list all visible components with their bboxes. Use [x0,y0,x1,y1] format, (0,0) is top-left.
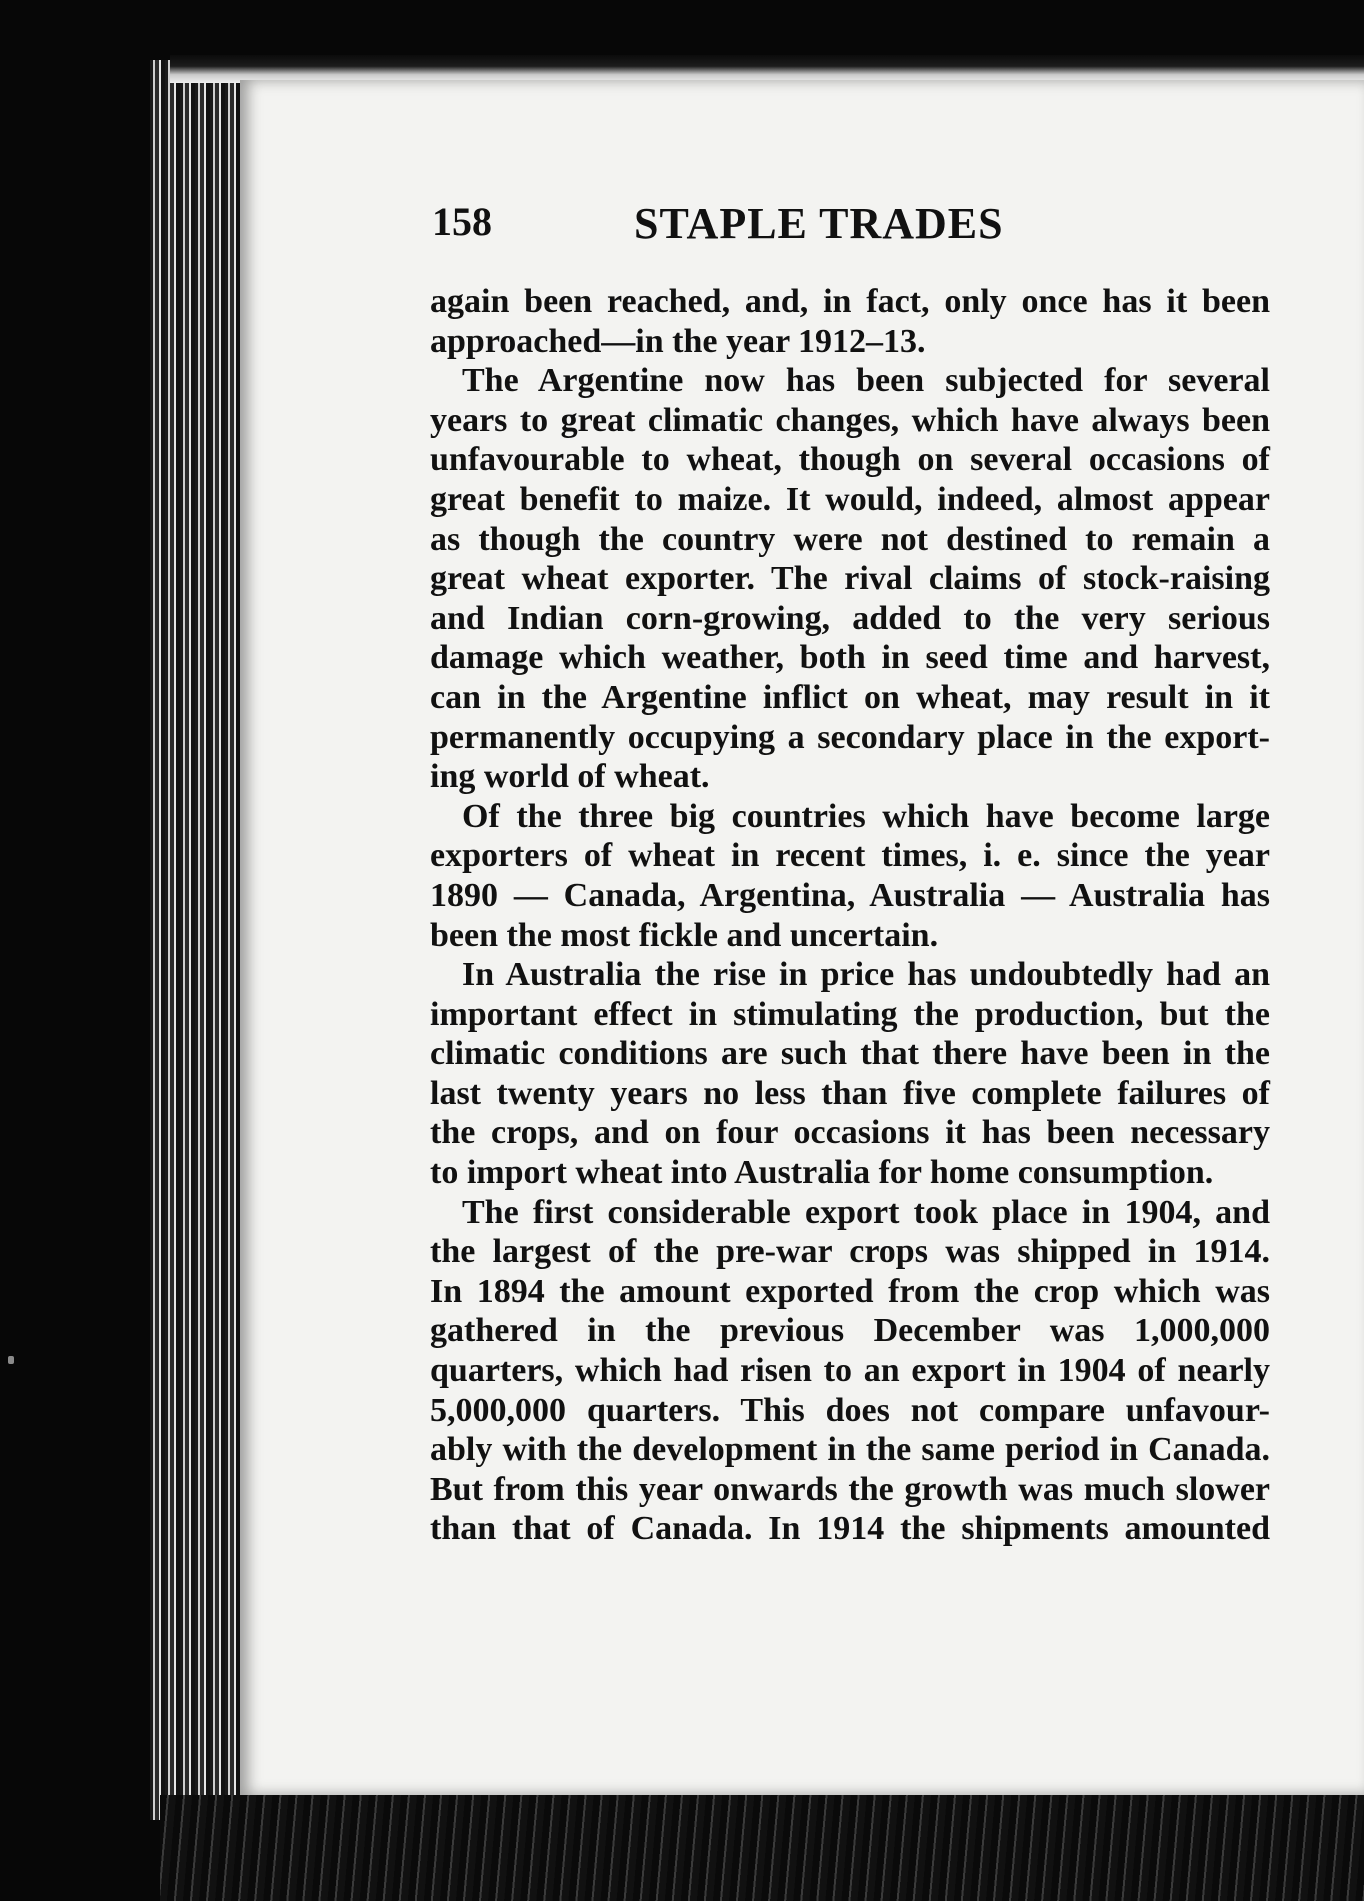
text-line: as though the country were not destined to remain a [430,520,1270,558]
text-line: great benefit to maize. It would, indeed, almost appear [430,480,1270,518]
book-page-edges [150,60,250,1820]
text-line: gathered in the previous December was 1,000,000 [430,1312,1270,1350]
text-line: been the most fickle and uncertain. [430,916,939,954]
text-line: permanently occupying a secondary place in the export- [430,718,1270,756]
text-line: can in the Argentine inflict on wheat, may result in it [430,678,1270,716]
text-line: The Argentine now has been subjected for several [462,362,1270,400]
text-line: ably with the development in the same period in Canada. [430,1431,1270,1469]
text-line: In 1894 the amount exported from the crop which was [430,1272,1270,1310]
body-text [430,282,1270,1549]
text-line: last twenty years no less than five complete failures of [430,1074,1270,1112]
text-line: great wheat exporter. The rival claims of stock-raising [430,560,1270,598]
text-line: to import wheat into Australia for home consumption. [430,1154,1214,1192]
text-line: exporters of wheat in recent times, i. e. since the year [430,837,1270,875]
text-line: 1890 — Canada, Argentina, Australia — Australia has [430,876,1270,914]
text-line: But from this year onwards the growth was much slower [430,1470,1270,1508]
text-line: In Australia the rise in price has undoubtedly had an [462,956,1270,994]
text-line: damage which weather, both in seed time and harvest, [430,639,1270,677]
text-line: The first considerable export took place in 1904, and [462,1193,1270,1231]
book-top-edge [170,55,1364,83]
text-line: quarters, which had risen to an export in 1904 of nearly [430,1352,1270,1390]
text-line: ing world of wheat. [430,758,710,796]
text-line: approached—in the year 1912–13. [430,322,926,360]
page-number: 158 [432,199,492,244]
text-line: years to great climatic changes, which have always been [430,401,1270,439]
page-header [432,198,1272,258]
text-line: the largest of the pre-war crops was shipped in 1914. [430,1233,1270,1271]
running-head: STAPLE TRADES [634,199,1004,248]
text-line: unfavourable to wheat, though on several occasions of [430,441,1270,479]
text-line: than that of Canada. In 1914 the shipments amounted [430,1510,1270,1548]
text-line: 5,000,000 quarters. This does not compare unfavour- [430,1391,1270,1429]
text-line: Of the three big countries which have become large [462,797,1270,835]
text-line: important effect in stimulating the production, but the [430,995,1270,1033]
text-line: again been reached, and, in fact, only once has it been [430,283,1270,320]
text-line: and Indian corn-growing, added to the very serious [430,599,1270,637]
book-bottom-edge [160,1795,1364,1901]
scan-speck [8,1356,14,1364]
text-line: climatic conditions are such that there have been in the [430,1035,1270,1073]
text-line: the crops, and on four occasions it has been necessary [430,1114,1270,1152]
